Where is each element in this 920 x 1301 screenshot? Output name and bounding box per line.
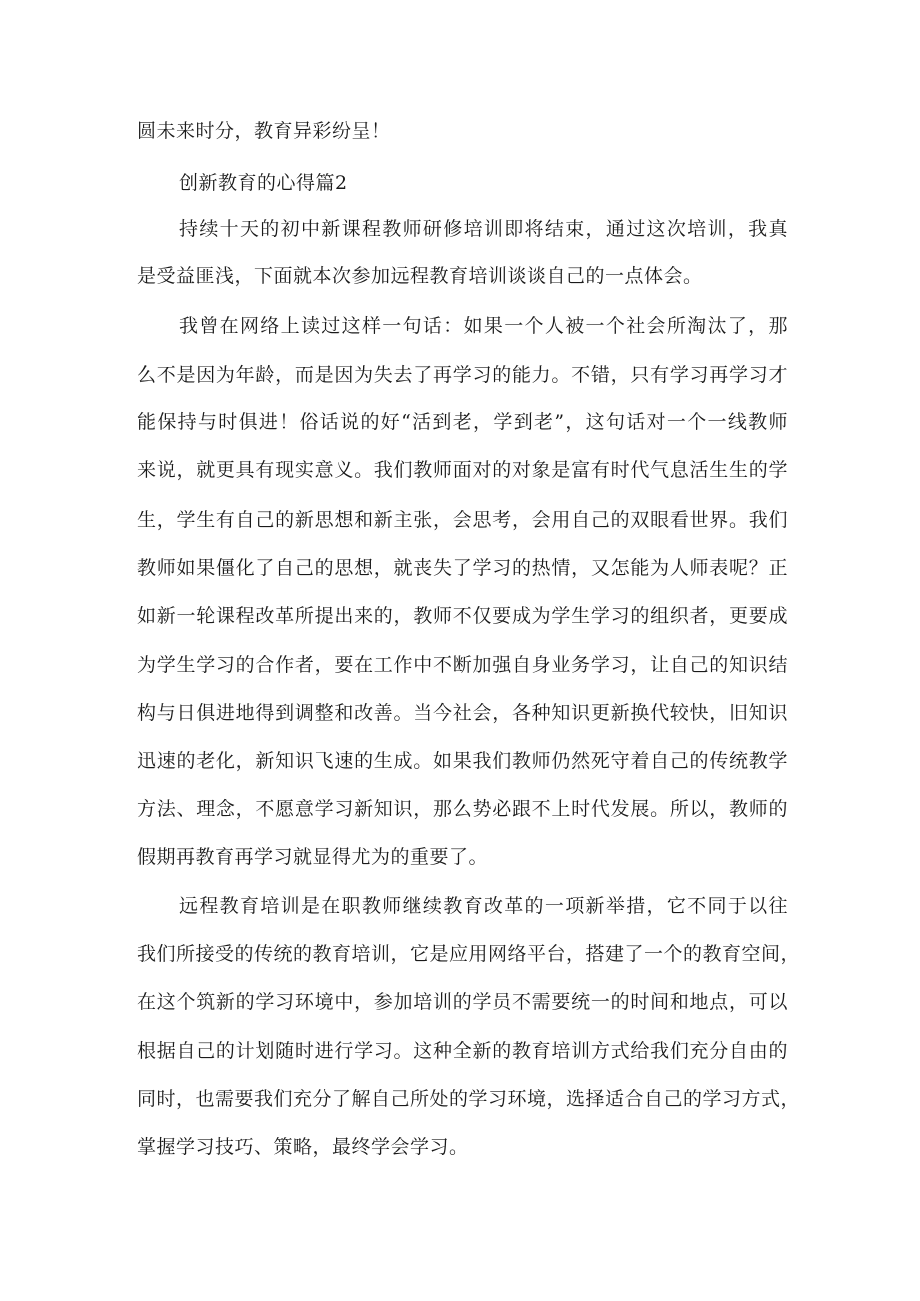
paragraph-3-line-4: 根据自己的计划随时进行学习。这种全新的教育培训方式给我们充分自由的: [137, 1040, 788, 1062]
section-heading: 创新教育的心得篇2: [179, 172, 348, 194]
paragraph-3-line-3: 在这个筑新的学习环境中，参加培训的学员不需要统一的时间和地点，可以: [137, 991, 788, 1013]
text-line-1: 圆未来时分，教育异彩纷呈！: [137, 120, 391, 142]
paragraph-2-line-12: 假期再教育再学习就显得尤为的重要了。: [137, 846, 489, 868]
paragraph-2-line-11: 方法、理念，不愿意学习新知识，那么势必跟不上时代发展。所以，教师的: [137, 798, 788, 820]
paragraph-2-line-3: 能保持与时俱进！俗话说的好“活到老，学到老”，这句话对一个一线教师: [137, 411, 788, 433]
paragraph-3-line-1: 远程教育培训是在职教师继续教育改革的一项新举措，它不同于以往: [179, 895, 788, 917]
paragraph-2-line-10: 迅速的老化，新知识飞速的生成。如果我们教师仍然死守着自己的传统教学: [137, 750, 788, 772]
paragraph-2-line-2: 么不是因为年龄，而是因为失去了再学习的能力。不错，只有学习再学习才: [137, 364, 788, 386]
paragraph-3-line-5: 同时，也需要我们充分了解自己所处的学习环境，选择适合自己的学习方式，: [137, 1088, 801, 1110]
paragraph-2-line-4: 来说，就更具有现实意义。我们教师面对的对象是富有时代气息活生生的学: [137, 459, 788, 481]
paragraph-2-line-7: 如新一轮课程改革所提出来的，教师不仅要成为学生学习的组织者，更要成: [137, 605, 788, 627]
paragraph-2-line-9: 构与日俱进地得到调整和改善。当今社会，各种知识更新换代较快，旧知识: [137, 702, 788, 724]
paragraph-2-line-5: 生，学生有自己的新思想和新主张，会思考，会用自己的双眼看世界。我们: [137, 509, 788, 531]
paragraph-1-line-2: 是受益匪浅，下面就本次参加远程教育培训谈谈自己的一点体会。: [137, 265, 703, 287]
paragraph-2-line-1: 我曾在网络上读过这样一句话：如果一个人被一个社会所淘汰了，那: [179, 315, 788, 337]
paragraph-3-line-2: 我们所接受的传统的教育培训，它是应用网络平台，搭建了一个的教育空间，: [137, 943, 801, 965]
paragraph-1-line-1: 持续十天的初中新课程教师研修培训即将结束，通过这次培训，我真: [179, 218, 788, 240]
paragraph-2-line-6: 教师如果僵化了自己的思想，就丧失了学习的热情，又怎能为人师表呢？正: [137, 557, 788, 579]
paragraph-3-line-6: 掌握学习技巧、策略，最终学会学习。: [137, 1136, 469, 1158]
paragraph-2-line-8: 为学生学习的合作者，要在工作中不断加强自身业务学习，让自己的知识结: [137, 654, 788, 676]
